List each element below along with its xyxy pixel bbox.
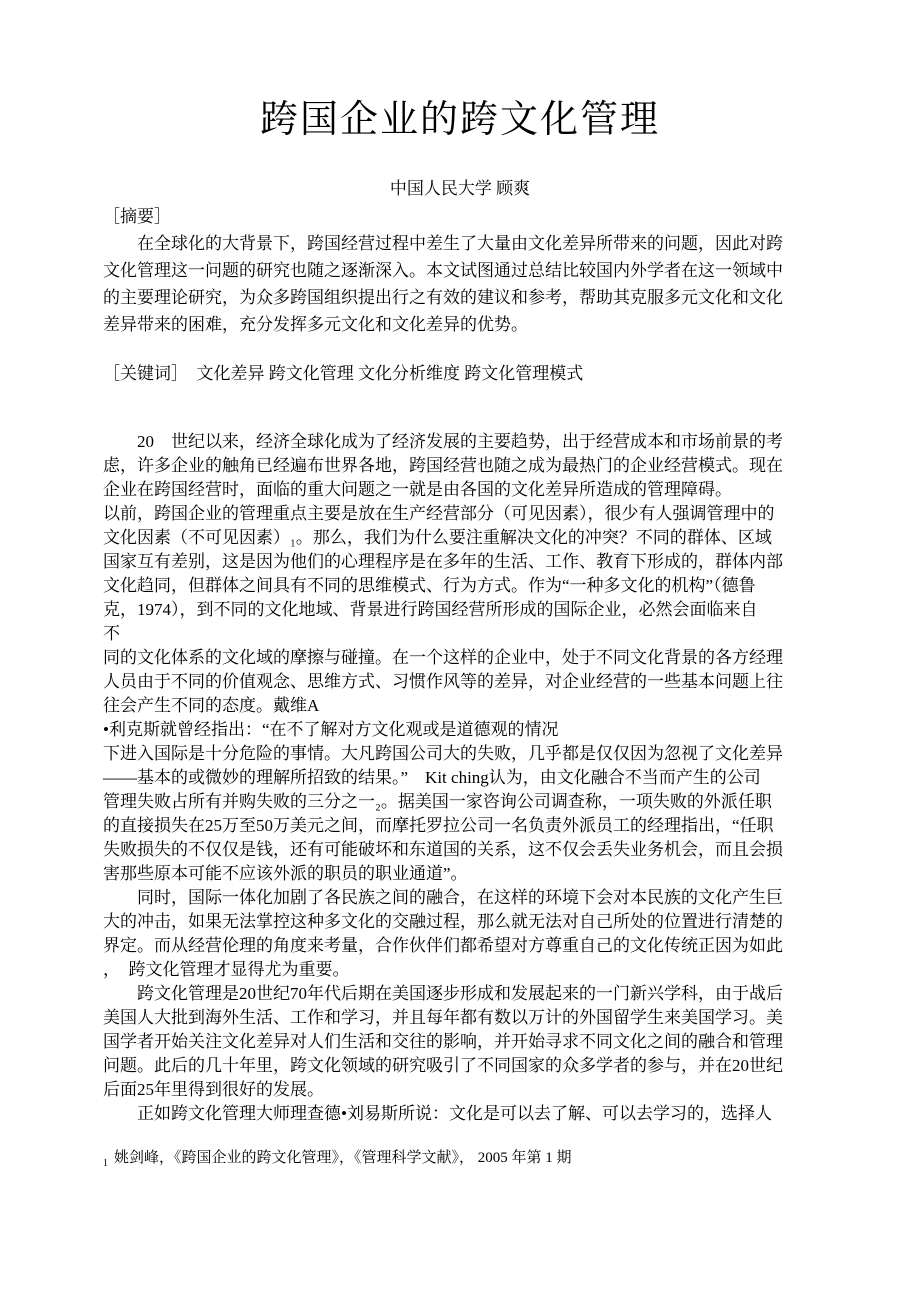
body-line: 同时，国际一体化加剧了各民族之间的融合，在这样的环境下会对本民族的文化产生巨	[103, 888, 783, 907]
body-line: 的直接损失在25万至50万美元之间，而摩托罗拉公司一名负责外派员工的经理指出，“任职	[103, 816, 774, 835]
body-line: 界定。而从经营伦理的角度来考量，合作伙伴们都希望对方尊重自己的文化传统正因为如此	[103, 936, 783, 955]
body-line: 下进入国际是十分危险的事情。大凡跨国公司大的失败，几乎都是仅仅因为忽视了文化差异	[103, 744, 783, 763]
abstract-line: 文化管理这一问题的研究也随之逐渐深入。本文试图通过总结比较国内外学者在这一领域中	[103, 261, 783, 280]
abstract-line: 差异带来的困难，充分发挥多元文化和文化差异的优势。	[103, 315, 528, 334]
body-line: 管理失败占所有并购失败的三分之一₂。据美国一家咨询公司调查称，一项失败的外派任职	[103, 792, 772, 811]
body-line: 人员由于不同的价值观念、思维方式、习惯作风等的差异，对企业经营的一些基本问题上往	[103, 672, 783, 691]
footnote-text: 姚剑峰，《跨国企业的跨文化管理》，《管理科学文献》， 2005 年第 1 期	[114, 1150, 572, 1166]
body-line: 跨文化管理是20世纪70年代后期在美国逐步形成和发展起来的一门新兴学科，由于战后	[103, 984, 783, 1003]
body-paragraphs	[103, 430, 823, 1126]
body-line: 后面25年里得到很好的发展。	[103, 1080, 324, 1099]
document-body	[103, 203, 823, 1126]
abstract-label: ［摘要］	[103, 207, 171, 226]
body-line: 正如跨文化管理大师理查德•刘易斯所说：文化是可以去了解、可以去学习的，选择人	[103, 1104, 772, 1123]
body-line: 问题。此后的几十年里，跨文化领域的研究吸引了不同国家的众多学者的参与，并在20世纪	[103, 1056, 783, 1075]
body-line: 失败损失的不仅仅是钱，还有可能破坏和东道国的关系，这不仅会丢失业务机会，而且会损	[103, 840, 783, 859]
page-title: 跨国企业的跨文化管理	[259, 99, 660, 141]
body-line: 文化因素（不可见因素）₁。那么，我们为什么要注重解决文化的冲突？不同的群体、区域	[103, 528, 772, 547]
abstract-paragraph	[103, 230, 823, 338]
body-line: 不	[103, 624, 120, 643]
body-line: 企业在跨国经营时，面临的重大问题之一就是由各国的文化差异所造成的管理障碍。	[103, 480, 732, 499]
keywords-line: ［关键词］ 文化差异 跨文化管理 文化分析维度 跨文化管理模式	[103, 364, 584, 383]
body-line: 国学者开始关注文化差异对人们生活和交往的影响，并开始寻求不同文化之间的融合和管理	[103, 1032, 783, 1051]
body-line: 虑，许多企业的触角已经遍布世界各地，跨国经营也随之成为最热门的企业经营模式。现在	[103, 456, 783, 475]
abstract-line: 的主要理论研究，为众多跨国组织提出行之有效的建议和参考，帮助其克服多元文化和文化	[103, 288, 783, 307]
footnote-marker: 1	[103, 1158, 108, 1169]
body-line: 美国人大批到海外生活、工作和学习，并且每年都有数以万计的外国留学生来美国学习。美	[103, 1008, 783, 1027]
author-line: 中国人民大学 顾爽	[389, 179, 531, 198]
body-line: ——基本的或微妙的理解所招致的结果。” Kit ching认为，由文化融合不当而产生的公司	[103, 768, 761, 787]
body-line: 文化趋同，但群体之间具有不同的思维模式、行为方式。作为“一种多文化的机构”（德鲁	[103, 576, 756, 595]
abstract-line: 在全球化的大背景下，跨国经营过程中差生了大量由文化差异所带来的问题，因此对跨	[103, 234, 783, 253]
body-line: 大的冲击，如果无法掌控这种多文化的交融过程，那么就无法对自己所处的位置进行清楚的	[103, 912, 783, 931]
body-line: ， 跨文化管理才显得尤为重要。	[103, 960, 350, 979]
body-line: 以前，跨国企业的管理重点主要是放在生产经营部分（可见因素），很少有人强调管理中的	[103, 504, 775, 523]
body-line: 国家互有差别，这是因为他们的心理程序是在多年的生活、工作、教育下形成的，群体内部	[103, 552, 783, 571]
footnote	[103, 1148, 572, 1174]
body-line: 克，1974），到不同的文化地域、背景进行跨国经营所形成的国际企业，必然会面临来自	[103, 600, 758, 619]
body-line: 害那些原本可能不应该外派的职员的职业通道”。	[103, 864, 468, 883]
body-line: 20 世纪以来，经济全球化成为了经济发展的主要趋势，出于经营成本和市场前景的考	[103, 432, 783, 451]
body-line: •利克斯就曾经指出：“在不了解对方文化观或是道德观的情况	[103, 720, 559, 739]
body-line: 往会产生不同的态度。戴维A	[103, 696, 320, 715]
body-line: 同的文化体系的文化域的摩擦与碰撞。在一个这样的企业中，处于不同文化背景的各方经理	[103, 648, 783, 667]
